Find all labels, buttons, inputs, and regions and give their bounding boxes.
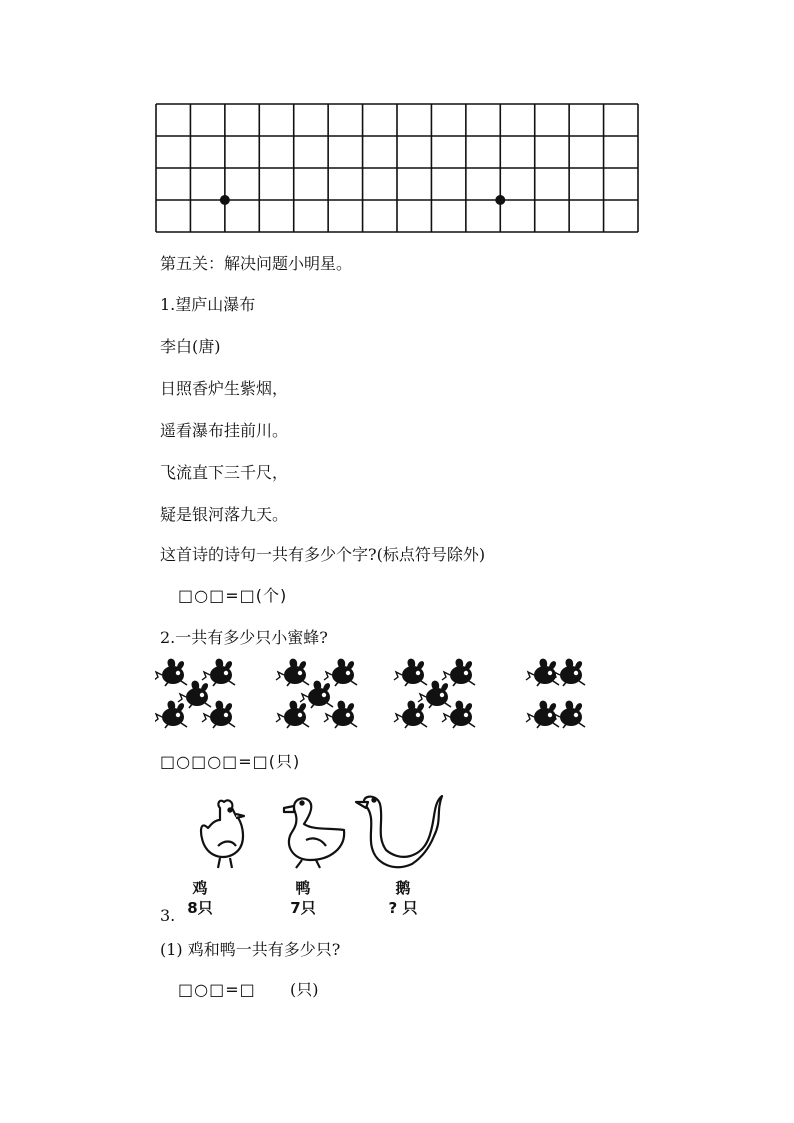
chicken-label: 鸡: [192, 879, 208, 897]
q1-author: 李白(唐): [160, 337, 221, 356]
goose-icon: [356, 796, 442, 867]
bee-icon: [442, 659, 475, 686]
q3-subquestion: (1) 鸡和鸭一共有多少只?: [160, 940, 341, 959]
animals-illustration: [180, 790, 450, 872]
writing-grid: [155, 103, 639, 233]
bee-illustration: [155, 655, 625, 740]
goose-count: ? 只: [388, 899, 418, 917]
bee-icon: [155, 701, 187, 728]
q3-formula: □○□=□: [178, 980, 256, 999]
q1-formula: □○□=□(个): [178, 586, 288, 605]
q1-title: 1.望庐山瀑布: [160, 295, 256, 314]
q2-title: 2.一共有多少只小蜜蜂?: [160, 628, 328, 647]
goose-label: 鹅: [395, 879, 411, 897]
poem-line: 疑是银河落九天。: [160, 505, 289, 524]
grid-dot: [220, 195, 230, 205]
q3-number: 3.: [160, 906, 176, 925]
duck-label: 鸭: [295, 879, 311, 897]
duck-icon: [284, 798, 344, 868]
q1-question: 这首诗的诗句一共有多少个字?(标点符号除外): [160, 545, 486, 564]
poem-line: 日照香炉生紫烟，: [160, 379, 289, 398]
grid-dot: [495, 195, 505, 205]
bee-icon: [276, 659, 309, 686]
poem-line: 遥看瀑布挂前川。: [160, 421, 289, 440]
bee-icon: [394, 659, 427, 686]
section-title: 第五关：解决问题小明星。: [160, 254, 353, 273]
bee-icon: [394, 701, 427, 728]
duck-count: 7只: [290, 899, 316, 917]
chicken-icon: [201, 800, 244, 868]
bee-icon: [202, 659, 235, 686]
chicken-count: 8只: [187, 899, 213, 917]
poem-line: 飞流直下三千尺，: [160, 463, 289, 482]
q3-unit: (只): [290, 980, 319, 999]
bee-icon: [552, 701, 585, 728]
bee-icon: [552, 659, 585, 686]
bee-icon: [276, 701, 309, 728]
bee-icon: [155, 659, 187, 686]
q2-formula: □○□○□=□(只): [160, 752, 301, 771]
bee-icon: [324, 659, 357, 686]
